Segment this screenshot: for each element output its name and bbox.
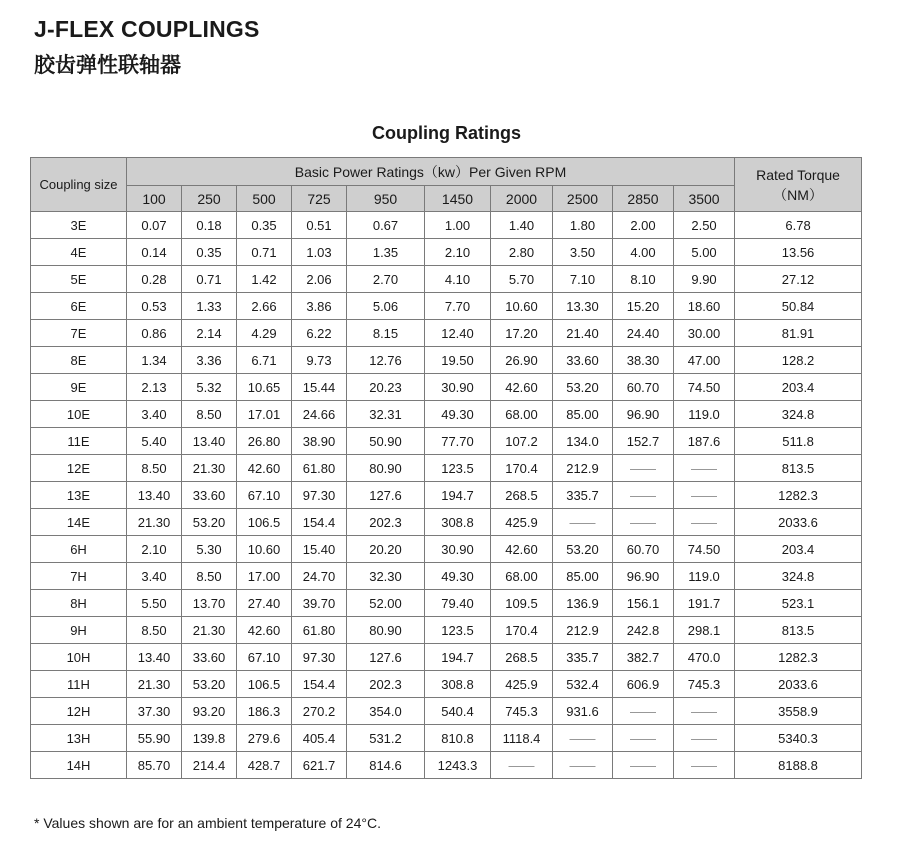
- rated-torque-cell: 1282.3: [735, 482, 862, 509]
- table-row: [31, 239, 862, 266]
- power-rating-cell: 21.30: [182, 455, 237, 482]
- power-rating-cell: 170.4: [491, 617, 553, 644]
- power-rating-cell: 61.80: [292, 617, 347, 644]
- rpm-header-2850: 2850: [613, 186, 674, 212]
- rated-torque-cell: 2033.6: [735, 509, 862, 536]
- rated-torque-cell: 324.8: [735, 563, 862, 590]
- coupling-size-cell: 6H: [31, 536, 127, 563]
- power-rating-cell: ——: [613, 698, 674, 725]
- power-rating-cell: 2.00: [613, 212, 674, 239]
- power-rating-cell: 21.30: [127, 509, 182, 536]
- power-rating-cell: 17.00: [237, 563, 292, 590]
- power-rating-cell: 42.60: [491, 374, 553, 401]
- power-rating-cell: 194.7: [425, 482, 491, 509]
- power-rating-cell: 33.60: [553, 347, 613, 374]
- power-rating-cell: 60.70: [613, 536, 674, 563]
- power-rating-cell: 154.4: [292, 671, 347, 698]
- power-rating-cell: 17.20: [491, 320, 553, 347]
- power-rating-cell: ——: [553, 725, 613, 752]
- power-rating-cell: 2.10: [127, 536, 182, 563]
- power-rating-cell: 55.90: [127, 725, 182, 752]
- rated-torque-cell: 523.1: [735, 590, 862, 617]
- power-rating-cell: 49.30: [425, 563, 491, 590]
- coupling-size-cell: 10E: [31, 401, 127, 428]
- power-rating-cell: 298.1: [674, 617, 735, 644]
- power-rating-cell: 136.9: [553, 590, 613, 617]
- power-rating-cell: 68.00: [491, 401, 553, 428]
- power-rating-cell: 5.00: [674, 239, 735, 266]
- power-rating-cell: 1.35: [347, 239, 425, 266]
- power-rating-cell: 109.5: [491, 590, 553, 617]
- rpm-header-250: 250: [182, 186, 237, 212]
- power-rating-cell: 106.5: [237, 509, 292, 536]
- power-rating-cell: 15.40: [292, 536, 347, 563]
- power-rating-cell: 24.70: [292, 563, 347, 590]
- power-rating-cell: 4.00: [613, 239, 674, 266]
- document-title: J-FLEX COUPLINGS: [34, 16, 260, 42]
- power-rating-cell: 425.9: [491, 509, 553, 536]
- power-rating-cell: 67.10: [237, 644, 292, 671]
- power-rating-cell: 354.0: [347, 698, 425, 725]
- rated-torque-cell: 8188.8: [735, 752, 862, 779]
- power-rating-cell: 97.30: [292, 482, 347, 509]
- power-rating-cell: ——: [674, 455, 735, 482]
- power-rating-cell: 202.3: [347, 671, 425, 698]
- power-rating-cell: 745.3: [491, 698, 553, 725]
- power-rating-cell: 12.40: [425, 320, 491, 347]
- power-rating-cell: 13.40: [127, 644, 182, 671]
- rpm-header-725: 725: [292, 186, 347, 212]
- table-row: [31, 698, 862, 725]
- table-row: [31, 347, 862, 374]
- power-rating-cell: 10.60: [237, 536, 292, 563]
- coupling-size-cell: 13H: [31, 725, 127, 752]
- power-rating-cell: 382.7: [613, 644, 674, 671]
- coupling-size-header: Coupling size: [31, 158, 127, 212]
- power-rating-cell: 6.22: [292, 320, 347, 347]
- power-rating-cell: 0.28: [127, 266, 182, 293]
- power-rating-cell: ——: [553, 509, 613, 536]
- power-rating-cell: 33.60: [182, 644, 237, 671]
- power-rating-cell: 0.86: [127, 320, 182, 347]
- coupling-size-cell: 13E: [31, 482, 127, 509]
- power-rating-cell: 0.35: [237, 212, 292, 239]
- table-row: [31, 644, 862, 671]
- power-rating-cell: 1118.4: [491, 725, 553, 752]
- power-rating-cell: 745.3: [674, 671, 735, 698]
- rated-torque-cell: 813.5: [735, 617, 862, 644]
- power-rating-cell: 6.71: [237, 347, 292, 374]
- power-rating-cell: 212.9: [553, 617, 613, 644]
- power-rating-cell: 2.80: [491, 239, 553, 266]
- power-rating-cell: 0.71: [182, 266, 237, 293]
- power-rating-cell: 8.50: [182, 563, 237, 590]
- coupling-size-cell: 12H: [31, 698, 127, 725]
- power-rating-cell: 242.8: [613, 617, 674, 644]
- power-rating-cell: 1243.3: [425, 752, 491, 779]
- power-rating-cell: 39.70: [292, 590, 347, 617]
- power-rating-cell: ——: [613, 455, 674, 482]
- table-row: [31, 590, 862, 617]
- rated-torque-cell: 5340.3: [735, 725, 862, 752]
- rated-torque-cell: 813.5: [735, 455, 862, 482]
- rated-torque-cell: 203.4: [735, 374, 862, 401]
- power-rating-cell: 85.00: [553, 563, 613, 590]
- power-rating-cell: 212.9: [553, 455, 613, 482]
- power-rating-cell: 13.40: [182, 428, 237, 455]
- power-rating-cell: 154.4: [292, 509, 347, 536]
- power-rating-cell: 0.71: [237, 239, 292, 266]
- power-rating-cell: 74.50: [674, 536, 735, 563]
- power-rating-cell: 15.44: [292, 374, 347, 401]
- power-rating-cell: 532.4: [553, 671, 613, 698]
- power-rating-cell: ——: [674, 752, 735, 779]
- power-rating-cell: 0.35: [182, 239, 237, 266]
- power-rating-cell: 93.20: [182, 698, 237, 725]
- coupling-size-cell: 6E: [31, 293, 127, 320]
- power-rating-cell: 202.3: [347, 509, 425, 536]
- power-rating-cell: 5.06: [347, 293, 425, 320]
- power-rating-cell: 13.40: [127, 482, 182, 509]
- power-rating-cell: ——: [613, 509, 674, 536]
- power-rating-cell: 20.23: [347, 374, 425, 401]
- power-rating-cell: 531.2: [347, 725, 425, 752]
- power-rating-cell: ——: [674, 509, 735, 536]
- rpm-header-3500: 3500: [674, 186, 735, 212]
- power-rating-cell: 24.66: [292, 401, 347, 428]
- power-rating-cell: 5.32: [182, 374, 237, 401]
- power-rating-cell: 3.50: [553, 239, 613, 266]
- power-rating-cell: ——: [674, 698, 735, 725]
- power-rating-cell: 3.40: [127, 563, 182, 590]
- power-rating-cell: 3.40: [127, 401, 182, 428]
- power-rating-cell: 0.18: [182, 212, 237, 239]
- power-rating-cell: 0.14: [127, 239, 182, 266]
- coupling-size-cell: 7H: [31, 563, 127, 590]
- rated-torque-unit: （NM）: [773, 186, 823, 203]
- table-row: [31, 536, 862, 563]
- power-rating-cell: 152.7: [613, 428, 674, 455]
- power-rating-cell: 186.3: [237, 698, 292, 725]
- power-rating-cell: 335.7: [553, 644, 613, 671]
- rated-torque-cell: 6.78: [735, 212, 862, 239]
- power-rating-cell: 38.90: [292, 428, 347, 455]
- power-rating-cell: 47.00: [674, 347, 735, 374]
- power-rating-cell: 61.80: [292, 455, 347, 482]
- table-row: [31, 563, 862, 590]
- power-rating-cell: 814.6: [347, 752, 425, 779]
- power-rating-cell: 96.90: [613, 401, 674, 428]
- power-rating-cell: 60.70: [613, 374, 674, 401]
- power-rating-cell: 170.4: [491, 455, 553, 482]
- coupling-size-cell: 3E: [31, 212, 127, 239]
- power-rating-cell: 13.30: [553, 293, 613, 320]
- power-rating-cell: 30.90: [425, 536, 491, 563]
- power-rating-cell: 24.40: [613, 320, 674, 347]
- power-rating-cell: ——: [613, 482, 674, 509]
- power-rating-cell: 20.20: [347, 536, 425, 563]
- power-rating-cell: 53.20: [182, 509, 237, 536]
- table-row: [31, 266, 862, 293]
- power-rating-cell: 1.80: [553, 212, 613, 239]
- power-rating-cell: 8.50: [182, 401, 237, 428]
- rated-torque-cell: 50.84: [735, 293, 862, 320]
- power-rating-cell: ——: [674, 482, 735, 509]
- power-rating-cell: 49.30: [425, 401, 491, 428]
- coupling-ratings-table: [30, 157, 862, 779]
- power-rating-cell: 53.20: [553, 536, 613, 563]
- coupling-size-cell: 8E: [31, 347, 127, 374]
- power-rating-cell: 19.50: [425, 347, 491, 374]
- table-row: [31, 509, 862, 536]
- power-rating-cell: 621.7: [292, 752, 347, 779]
- coupling-size-cell: 4E: [31, 239, 127, 266]
- power-rating-cell: 42.60: [237, 455, 292, 482]
- table-row: [31, 752, 862, 779]
- power-rating-cell: 32.31: [347, 401, 425, 428]
- power-rating-cell: 1.42: [237, 266, 292, 293]
- coupling-size-cell: 14E: [31, 509, 127, 536]
- power-rating-cell: 2.50: [674, 212, 735, 239]
- power-rating-cell: 68.00: [491, 563, 553, 590]
- power-rating-cell: 279.6: [237, 725, 292, 752]
- power-rating-cell: 42.60: [491, 536, 553, 563]
- power-rating-cell: 0.67: [347, 212, 425, 239]
- power-rating-cell: 123.5: [425, 455, 491, 482]
- table-row: [31, 401, 862, 428]
- power-rating-cell: ——: [613, 752, 674, 779]
- power-rating-cell: 335.7: [553, 482, 613, 509]
- power-rating-cell: 308.8: [425, 509, 491, 536]
- power-rating-cell: 85.00: [553, 401, 613, 428]
- power-rating-cell: 26.80: [237, 428, 292, 455]
- power-rating-cell: 1.03: [292, 239, 347, 266]
- rpm-header-2000: 2000: [491, 186, 553, 212]
- power-rating-cell: ——: [674, 725, 735, 752]
- power-rating-cell: 21.30: [182, 617, 237, 644]
- table-row: [31, 455, 862, 482]
- power-rating-cell: 9.73: [292, 347, 347, 374]
- power-rating-cell: 5.30: [182, 536, 237, 563]
- rated-torque-cell: 203.4: [735, 536, 862, 563]
- rated-torque-cell: 3558.9: [735, 698, 862, 725]
- coupling-size-cell: 8H: [31, 590, 127, 617]
- power-rating-cell: 1.33: [182, 293, 237, 320]
- power-rating-cell: 1.40: [491, 212, 553, 239]
- power-rating-cell: 268.5: [491, 482, 553, 509]
- rated-torque-label: Rated Torque: [756, 166, 840, 183]
- power-rating-cell: 8.15: [347, 320, 425, 347]
- power-rating-cell: ——: [613, 725, 674, 752]
- rated-torque-cell: 128.2: [735, 347, 862, 374]
- coupling-size-cell: 10H: [31, 644, 127, 671]
- power-rating-cell: 8.10: [613, 266, 674, 293]
- power-rating-cell: 2.70: [347, 266, 425, 293]
- power-rating-cell: 3.86: [292, 293, 347, 320]
- power-rating-cell: 85.70: [127, 752, 182, 779]
- power-rating-cell: 77.70: [425, 428, 491, 455]
- power-rating-cell: 12.76: [347, 347, 425, 374]
- power-rating-cell: 10.65: [237, 374, 292, 401]
- power-rating-cell: 134.0: [553, 428, 613, 455]
- table-row: [31, 374, 862, 401]
- power-rating-cell: 606.9: [613, 671, 674, 698]
- power-rating-cell: 119.0: [674, 401, 735, 428]
- power-rating-cell: 139.8: [182, 725, 237, 752]
- power-rating-cell: 74.50: [674, 374, 735, 401]
- power-rating-cell: 37.30: [127, 698, 182, 725]
- power-rating-cell: ——: [491, 752, 553, 779]
- table-row: [31, 617, 862, 644]
- power-rating-cell: 52.00: [347, 590, 425, 617]
- power-rating-cell: 2.13: [127, 374, 182, 401]
- table-row: [31, 428, 862, 455]
- power-rating-cell: 79.40: [425, 590, 491, 617]
- power-rating-cell: 425.9: [491, 671, 553, 698]
- coupling-size-cell: 9E: [31, 374, 127, 401]
- power-rating-cell: 270.2: [292, 698, 347, 725]
- power-rating-cell: 470.0: [674, 644, 735, 671]
- table-title: Coupling Ratings: [372, 123, 521, 143]
- table-body: [31, 212, 862, 779]
- power-rating-cell: 53.20: [182, 671, 237, 698]
- power-rating-cell: 2.10: [425, 239, 491, 266]
- power-rating-cell: 13.70: [182, 590, 237, 617]
- power-rating-cell: 4.29: [237, 320, 292, 347]
- power-rating-cell: 8.50: [127, 455, 182, 482]
- power-rating-cell: 5.70: [491, 266, 553, 293]
- rated-torque-cell: 81.91: [735, 320, 862, 347]
- power-rating-cell: 107.2: [491, 428, 553, 455]
- power-rating-cell: 428.7: [237, 752, 292, 779]
- rated-torque-cell: 27.12: [735, 266, 862, 293]
- power-rating-cell: 1.00: [425, 212, 491, 239]
- power-rating-cell: 0.07: [127, 212, 182, 239]
- rpm-header-2500: 2500: [553, 186, 613, 212]
- power-rating-cell: 187.6: [674, 428, 735, 455]
- power-rating-cell: 268.5: [491, 644, 553, 671]
- power-rating-cell: 106.5: [237, 671, 292, 698]
- rated-torque-cell: 13.56: [735, 239, 862, 266]
- power-rating-cell: 7.10: [553, 266, 613, 293]
- power-rating-cell: 33.60: [182, 482, 237, 509]
- power-rating-cell: 26.90: [491, 347, 553, 374]
- power-rating-cell: 2.06: [292, 266, 347, 293]
- power-rating-cell: 8.50: [127, 617, 182, 644]
- power-rating-cell: ——: [553, 752, 613, 779]
- rpm-header-950: 950: [347, 186, 425, 212]
- rpm-header-100: 100: [127, 186, 182, 212]
- power-rating-cell: 127.6: [347, 482, 425, 509]
- power-rating-cell: 80.90: [347, 455, 425, 482]
- power-rating-cell: 97.30: [292, 644, 347, 671]
- power-rating-cell: 191.7: [674, 590, 735, 617]
- power-rating-cell: 96.90: [613, 563, 674, 590]
- coupling-size-cell: 14H: [31, 752, 127, 779]
- power-rating-cell: 0.51: [292, 212, 347, 239]
- power-rating-cell: 50.90: [347, 428, 425, 455]
- rated-torque-cell: 1282.3: [735, 644, 862, 671]
- power-rating-cell: 5.40: [127, 428, 182, 455]
- power-rating-cell: 42.60: [237, 617, 292, 644]
- coupling-size-cell: 11H: [31, 671, 127, 698]
- power-rating-cell: 156.1: [613, 590, 674, 617]
- power-rating-cell: 2.14: [182, 320, 237, 347]
- power-rating-cell: 67.10: [237, 482, 292, 509]
- footnote: * Values shown are for an ambient temperature of 24°C.: [34, 815, 381, 831]
- power-rating-cell: 308.8: [425, 671, 491, 698]
- power-rating-cell: 127.6: [347, 644, 425, 671]
- power-rating-cell: 38.30: [613, 347, 674, 374]
- power-rating-cell: 931.6: [553, 698, 613, 725]
- rated-torque-cell: 511.8: [735, 428, 862, 455]
- power-rating-cell: 27.40: [237, 590, 292, 617]
- power-rating-cell: 4.10: [425, 266, 491, 293]
- coupling-size-cell: 9H: [31, 617, 127, 644]
- table-row: [31, 725, 862, 752]
- power-rating-cell: 194.7: [425, 644, 491, 671]
- coupling-size-cell: 12E: [31, 455, 127, 482]
- power-rating-cell: 32.30: [347, 563, 425, 590]
- table-header: [31, 158, 862, 212]
- table-row: [31, 482, 862, 509]
- coupling-size-cell: 5E: [31, 266, 127, 293]
- power-rating-cell: 5.50: [127, 590, 182, 617]
- table-row: [31, 671, 862, 698]
- power-rating-cell: 540.4: [425, 698, 491, 725]
- document-subtitle-chinese: 胶齿弹性联轴器: [34, 53, 181, 77]
- table-row: [31, 293, 862, 320]
- power-rating-cell: 119.0: [674, 563, 735, 590]
- power-rating-cell: 17.01: [237, 401, 292, 428]
- coupling-size-cell: 7E: [31, 320, 127, 347]
- rated-torque-cell: 2033.6: [735, 671, 862, 698]
- power-rating-cell: 405.4: [292, 725, 347, 752]
- power-rating-cell: 7.70: [425, 293, 491, 320]
- coupling-size-cell: 11E: [31, 428, 127, 455]
- power-rating-cell: 18.60: [674, 293, 735, 320]
- power-rating-cell: 3.36: [182, 347, 237, 374]
- power-rating-cell: 15.20: [613, 293, 674, 320]
- rated-torque-header: [735, 158, 862, 212]
- power-ratings-header: Basic Power Ratings（kw）Per Given RPM: [127, 158, 735, 186]
- power-rating-cell: 810.8: [425, 725, 491, 752]
- power-rating-cell: 80.90: [347, 617, 425, 644]
- power-rating-cell: 30.00: [674, 320, 735, 347]
- power-rating-cell: 2.66: [237, 293, 292, 320]
- rpm-header-500: 500: [237, 186, 292, 212]
- rpm-header-1450: 1450: [425, 186, 491, 212]
- power-rating-cell: 9.90: [674, 266, 735, 293]
- power-rating-cell: 123.5: [425, 617, 491, 644]
- power-rating-cell: 214.4: [182, 752, 237, 779]
- power-rating-cell: 10.60: [491, 293, 553, 320]
- power-rating-cell: 21.40: [553, 320, 613, 347]
- table-row: [31, 320, 862, 347]
- table-row: [31, 212, 862, 239]
- power-rating-cell: 53.20: [553, 374, 613, 401]
- rated-torque-cell: 324.8: [735, 401, 862, 428]
- power-rating-cell: 1.34: [127, 347, 182, 374]
- power-rating-cell: 21.30: [127, 671, 182, 698]
- power-rating-cell: 0.53: [127, 293, 182, 320]
- power-rating-cell: 30.90: [425, 374, 491, 401]
